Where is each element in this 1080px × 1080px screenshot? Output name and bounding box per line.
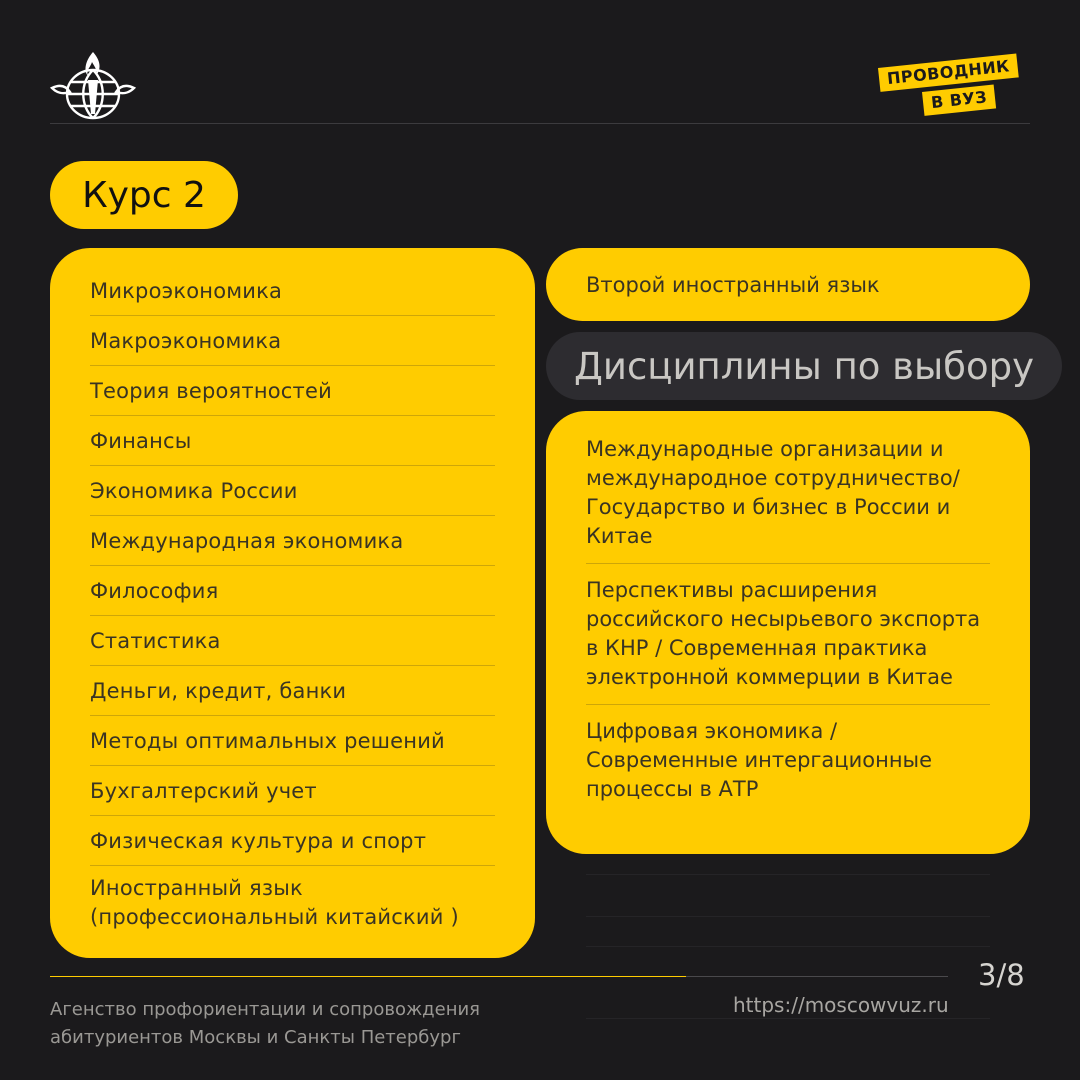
header-divider (50, 123, 1030, 124)
subject-item: Иностранный язык (профессиональный китайский ) (90, 876, 459, 929)
electives-title: Дисциплины по выбору (546, 332, 1062, 400)
subject-item: Статистика (90, 616, 495, 666)
decorative-divider (586, 946, 990, 947)
page-indicator: 3/8 (978, 958, 1025, 992)
decorative-divider (586, 874, 990, 875)
subject-item: Теория вероятностей (90, 366, 495, 416)
subject-item: Физическая культура и спорт (90, 816, 495, 866)
footer-divider (686, 976, 948, 977)
brand-line-1: ПРОВОДНИК (878, 53, 1019, 91)
brand-badge (876, 58, 1032, 114)
site-link[interactable]: https://moscowvuz.ru (733, 993, 949, 1017)
elective-option: Международные организации и международное сотрудничество/ Государство и бизнес в России и Китае (586, 433, 990, 564)
agency-caption: Агенство профориентации и сопровождения абитуриентов Москвы и Санкты Петербург (50, 999, 480, 1048)
decorative-divider (586, 916, 990, 917)
subject-item: Микроэкономика (90, 266, 495, 316)
subjects-card (50, 248, 535, 958)
subject-item: Методы оптимальных решений (90, 716, 495, 766)
brand-line-2: В ВУЗ (922, 84, 996, 115)
second-language-label: Второй иностранный язык (586, 272, 880, 297)
subject-item: Экономика России (90, 466, 495, 516)
electives-card (546, 411, 1030, 854)
subject-item: Макроэкономика (90, 316, 495, 366)
subject-item: Деньги, кредит, банки (90, 666, 495, 716)
subject-item: Международная экономика (90, 516, 495, 566)
elective-option: Перспективы расширения российского несырьевого экспорта в КНР / Современная практика электронной коммерции в Китае (586, 574, 990, 705)
subject-item: Финансы (90, 416, 495, 466)
footer-progress-line (50, 976, 686, 977)
course-label: Курс 2 (50, 161, 238, 229)
logo (50, 48, 136, 120)
second-language-card (546, 248, 1030, 321)
elective-option: Цифровая экономика / Современные интергационные процессы в АТР (586, 719, 933, 801)
subject-item: Философия (90, 566, 495, 616)
subject-item: Бухгалтерский учет (90, 766, 495, 816)
decorative-divider (586, 1018, 990, 1019)
torch-globe-icon (50, 48, 136, 120)
